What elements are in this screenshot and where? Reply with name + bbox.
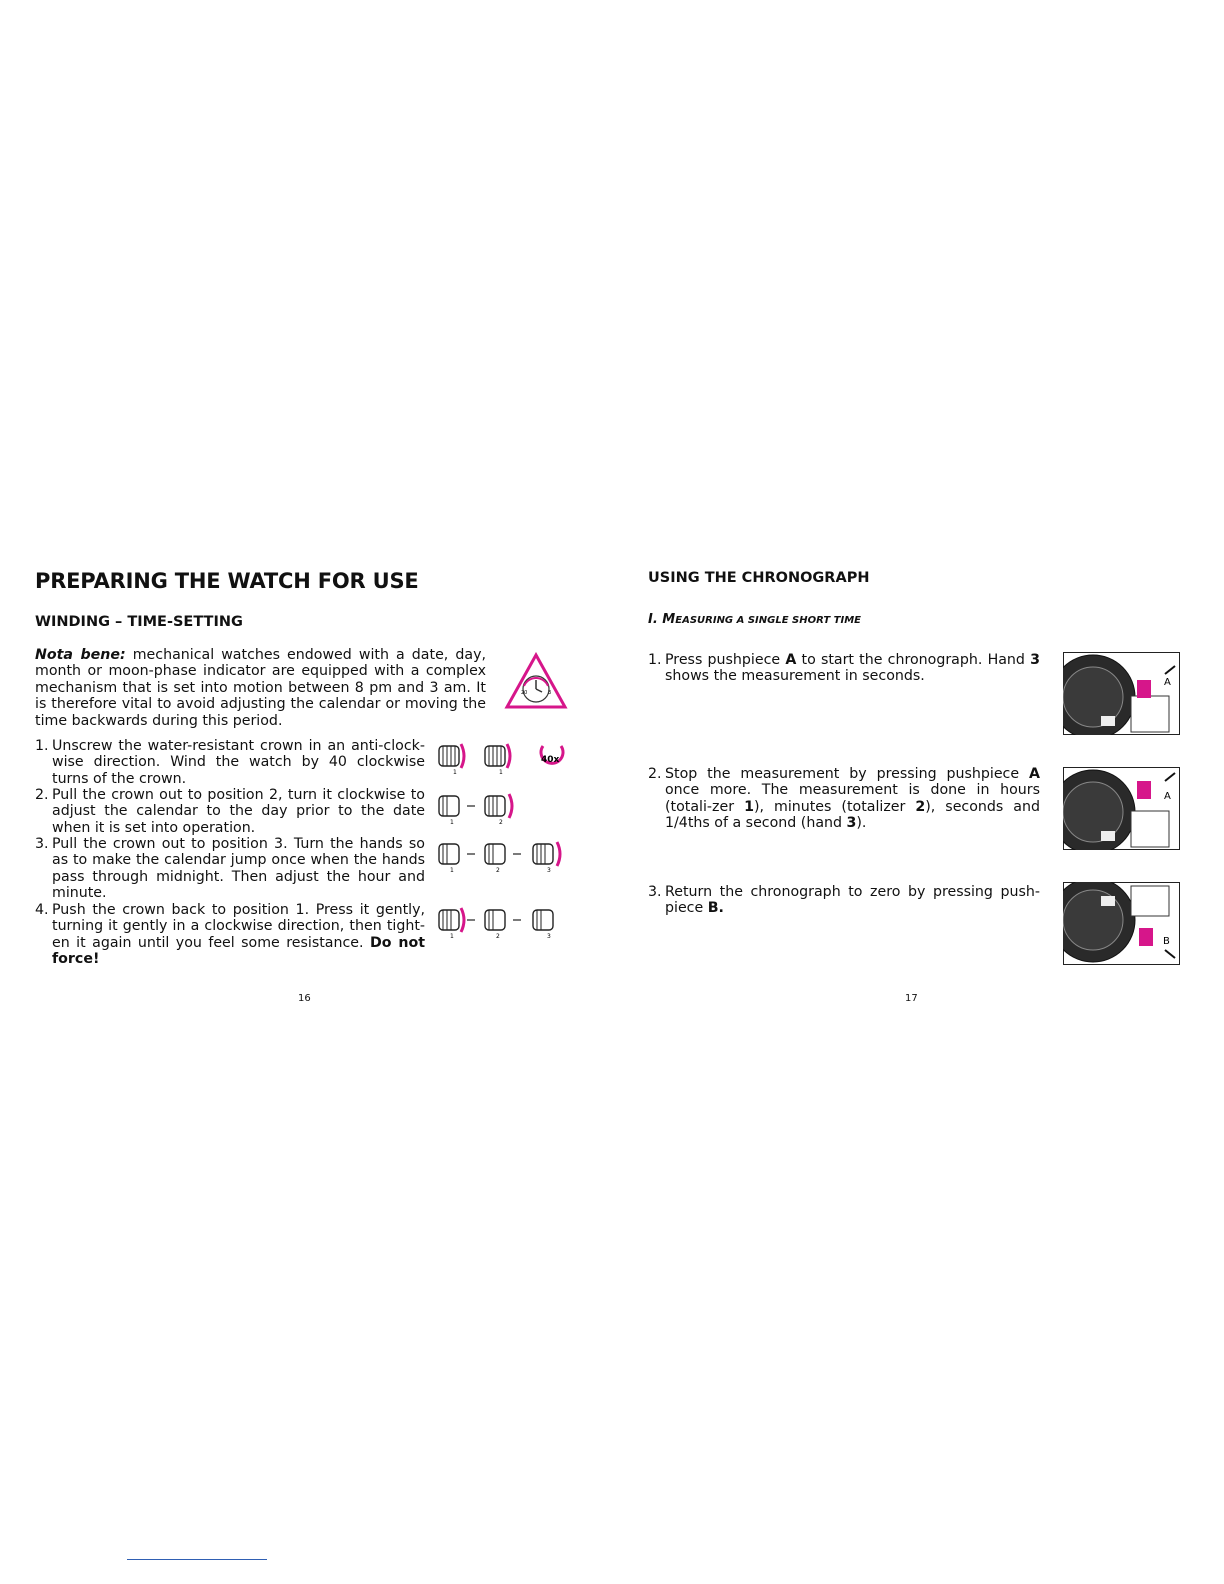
nota-text: mechanical watches endowed with a date, day, month or moon-phase indicator are equipped with a complex mechanism that is set into motion between 8 pm and 3 am. It is therefore vital to avoid adjusting the calendar or moving the time backwards during this period. <box>35 647 486 729</box>
rotation-40x-icon <box>541 746 563 765</box>
step-number: 1. <box>648 652 662 668</box>
step-1 <box>35 738 425 787</box>
pushpiece-label-a: A <box>1164 791 1171 802</box>
crown-position-label: 2 <box>499 819 503 826</box>
crown-icon <box>439 744 464 768</box>
watch-figure-start <box>1063 652 1180 735</box>
crown-icon <box>439 844 459 864</box>
step-text: Pull the crown out to position 2, turn it clockwise to adjust the calendar to the day prior to the date when it is set into operation. <box>52 787 425 836</box>
right-page-title: USING THE CHRONOGRAPH <box>648 570 870 586</box>
crown-position-label: 3 <box>547 867 551 874</box>
step-number: 2. <box>648 766 662 782</box>
step-number: 1. <box>35 738 49 754</box>
step-text: Press pushpiece A to start the chronograph. Hand 3 shows the measurement in seconds. <box>665 652 1040 685</box>
chrono-step-1 <box>648 652 1040 685</box>
step-text: Return the chronograph to zero by pressing push-piece B. <box>665 884 1040 917</box>
crown-icon <box>533 842 560 866</box>
step-3 <box>35 836 425 902</box>
warning-label-20: 20 <box>521 690 528 696</box>
step-text: Stop the measurement by pressing pushpiece A once more. The measurement is done in hours (totali-zer 1), minutes (totalizer 2), seconds and 1/4ths of a second (hand 3). <box>665 766 1040 832</box>
crown-diagram-position-3 <box>433 838 573 874</box>
section-heading: I. MEASURING A SINGLE SHORT TIME <box>648 612 861 627</box>
crown-icon <box>485 844 505 864</box>
crown-icon <box>533 910 553 930</box>
step-number: 2. <box>35 787 49 803</box>
page-number-left: 16 <box>298 993 311 1004</box>
pushpiece-label-a: A <box>1164 677 1171 688</box>
pushpiece-b-icon <box>1139 928 1153 946</box>
nota-bene-paragraph <box>35 647 486 729</box>
section-subtitle: WINDING – TIME-SETTING <box>35 614 243 630</box>
chrono-step-3 <box>648 884 1040 917</box>
footer-divider <box>127 1559 267 1560</box>
step-text: Unscrew the water-resistant crown in an anti-clock-wise direction. Wind the watch by 40 clockwise turns of the crown. <box>52 738 425 787</box>
pushpiece-a-icon <box>1137 781 1151 799</box>
crown-icon <box>439 908 464 932</box>
page-number-right: 17 <box>905 993 918 1004</box>
crown-icon <box>485 910 505 930</box>
crown-position-label: 2 <box>496 867 500 874</box>
warning-triangle-icon <box>504 652 568 710</box>
crown-icon <box>439 796 459 816</box>
step-text: Push the crown back to position 1. Press it gently, turning it gently in a clockwise direction, then tight-en it again until you feel some resistance. Do not force! <box>52 902 426 968</box>
crown-position-label: 1 <box>499 769 503 776</box>
crown-diagram-position-2 <box>433 790 533 826</box>
pushpiece-a-icon <box>1137 680 1151 698</box>
crown-position-label: 2 <box>496 933 500 940</box>
watch-figure-stop <box>1063 767 1180 850</box>
watch-figure-reset <box>1063 882 1180 965</box>
chrono-step-2 <box>648 766 1040 832</box>
turns-badge: 40x <box>541 755 560 765</box>
crown-icon <box>485 794 512 818</box>
step-2 <box>35 787 425 836</box>
crown-diagram-unscrew-wind <box>433 740 573 776</box>
crown-position-label: 1 <box>450 867 454 874</box>
warning-label-3: 3 <box>548 690 552 696</box>
step-4 <box>35 902 425 968</box>
crown-position-label: 1 <box>453 769 457 776</box>
step-number: 4. <box>35 902 49 918</box>
crown-position-label: 1 <box>450 933 454 940</box>
crown-position-label: 1 <box>450 819 454 826</box>
step-number: 3. <box>35 836 49 852</box>
crown-position-label: 3 <box>547 933 551 940</box>
crown-diagram-push-back <box>433 904 573 940</box>
step-text: Pull the crown out to position 3. Turn the hands so as to make the calendar jump once when the hands pass through midnight. Then adjust the hour and minute. <box>52 836 425 902</box>
do-not-force-warning: Do not force! <box>52 934 426 968</box>
crown-icon <box>485 744 510 768</box>
nota-label: Nota bene: <box>35 647 126 663</box>
pushpiece-label-b: B <box>1163 936 1170 947</box>
step-number: 3. <box>648 884 662 900</box>
page-title: PREPARING THE WATCH FOR USE <box>35 569 419 593</box>
